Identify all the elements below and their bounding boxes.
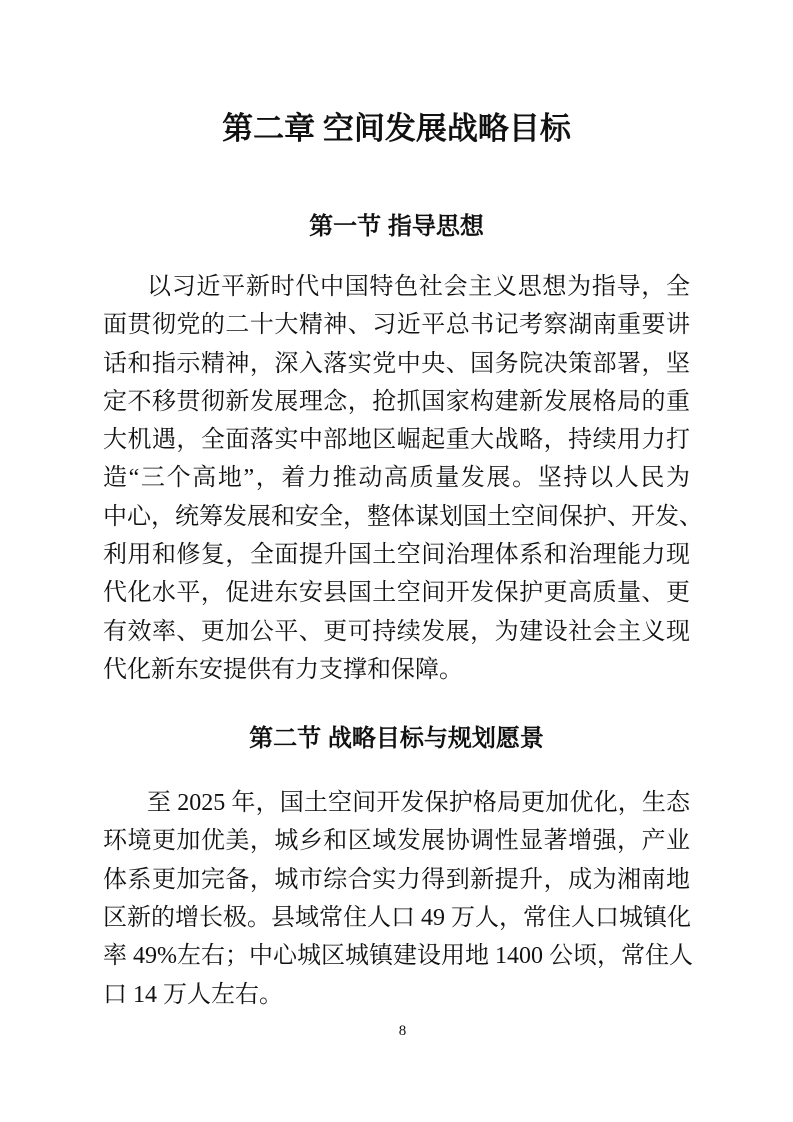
paragraph-line: 利用和修复，全面提升国土空间治理体系和治理能力现	[103, 542, 690, 569]
paragraph-line: 定不移贯彻新发展理念，抢抓国家构建新发展格局的重	[103, 388, 690, 415]
chapter-title: 第二章 空间发展战略目标	[222, 111, 571, 146]
paragraph-line: 环境更加优美，城乡和区域发展协调性显著增强，产业	[103, 828, 690, 855]
paragraph-line: 体系更加完备，城市综合实力得到新提升，成为湘南地	[103, 866, 690, 893]
paragraph-line: 区新的增长极。县域常住人口 49 万人，常住人口城镇化	[103, 904, 691, 931]
paragraph-line: 造“三个高地”，着力推动高质量发展。坚持以人民为	[103, 465, 690, 492]
paragraph-line: 口 14 万人左右。	[103, 981, 283, 1008]
section-1-paragraph	[103, 268, 703, 689]
paragraph-line: 代化水平，促进东安县国土空间开发保护更高质量、更	[103, 580, 690, 607]
paragraph-line: 中心，统筹发展和安全，整体谋划国土空间保护、开发、	[103, 503, 703, 530]
section-2-paragraph	[103, 784, 693, 1014]
paragraph-line: 话和指示精神，深入落实党中央、国务院决策部署，坚	[103, 350, 690, 377]
paragraph-line: 面贯彻党的二十大精神、习近平总书记考察湖南重要讲	[103, 312, 690, 339]
paragraph-line: 有效率、更加公平、更可持续发展，为建设社会主义现	[103, 618, 690, 645]
page-number: 8	[398, 1023, 407, 1039]
section-1-heading: 第一节 指导思想	[309, 213, 484, 241]
paragraph-line: 率 49%左右；中心城区城镇建设用地 1400 公顷，常住人	[103, 943, 693, 970]
paragraph-line: 至 2025 年，国土空间开发保护格局更加优化，生态	[147, 790, 690, 817]
paragraph-line: 以习近平新时代中国特色社会主义思想为指导，全	[147, 273, 690, 300]
paragraph-line: 代化新东安提供有力支撑和保障。	[103, 656, 463, 683]
section-2-heading: 第二节 战略目标与规划愿景	[249, 725, 544, 753]
paragraph-line: 大机遇，全面落实中部地区崛起重大战略，持续用力打	[103, 427, 690, 454]
